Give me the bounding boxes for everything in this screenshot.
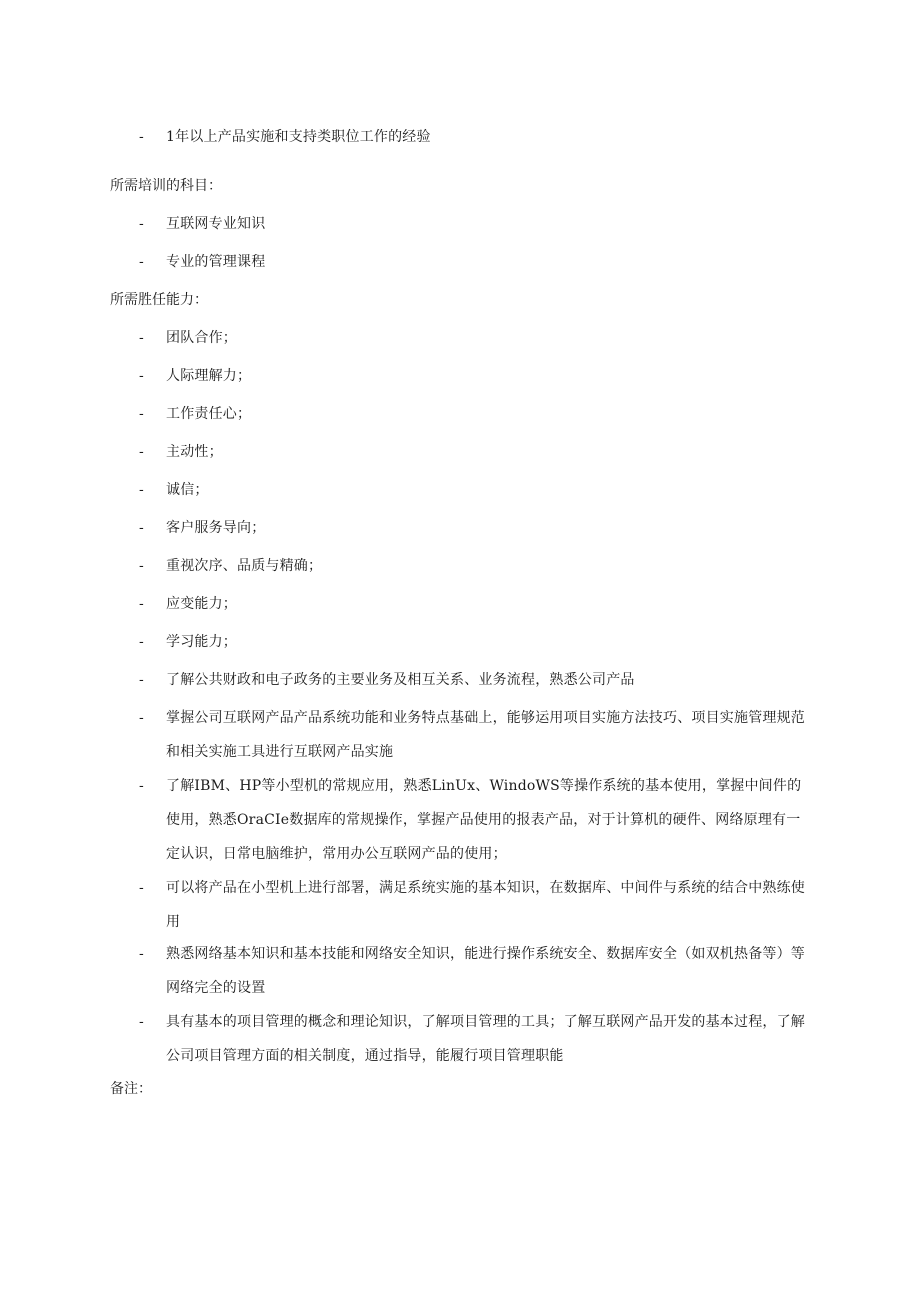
- list-dash: -: [139, 368, 144, 384]
- notes-heading: 备注：: [110, 1081, 152, 1097]
- list-item-text: 学习能力；: [166, 634, 237, 650]
- list-item-text: 了解IBM、HP等小型机的常规应用，熟悉LinUx、WindoWS等操作系统的基本使用，掌握中间件的使用，熟悉OraCIe数据库的常规操作，掌握产品使用的报表产品，对于计算机的硬件、网络原理有一定认识，日常电脑维护，常用办公互联网产品的使用；: [166, 778, 802, 862]
- list-item-text: 工作责任心；: [166, 406, 252, 422]
- list-dash: -: [139, 444, 144, 460]
- list-dash: -: [139, 216, 144, 232]
- list-item-text: 1年以上产品实施和支持类职位工作的经验: [166, 129, 431, 145]
- list-dash: -: [139, 880, 144, 896]
- list-dash: -: [139, 520, 144, 536]
- list-dash: -: [139, 672, 144, 688]
- training-heading: 所需培训的科目：: [110, 178, 222, 194]
- list-item-text: 客户服务导向；: [166, 520, 266, 536]
- list-item-text: 掌握公司互联网产品产品系统功能和业务特点基础上，能够运用项目实施方法技巧、项目实施管理规范和相关实施工具进行互联网产品实施: [166, 710, 805, 760]
- list-dash: -: [139, 710, 144, 726]
- list-dash: -: [139, 558, 144, 574]
- list-item-text: 重视次序、品质与精确；: [166, 558, 323, 574]
- list-item-text: 了解公共财政和电子政务的主要业务及相互关系、业务流程，熟悉公司产品: [166, 672, 635, 688]
- list-item-text: 专业的管理课程: [166, 254, 266, 270]
- list-item-text: 主动性；: [166, 444, 223, 460]
- list-item-text: 团队合作；: [166, 330, 237, 346]
- list-item-text: 具有基本的项目管理的概念和理论知识，了解项目管理的工具；了解互联网产品开发的基本过程，了解公司项目管理方面的相关制度，通过指导，能履行项目管理职能: [166, 1014, 805, 1064]
- list-item-text: 诚信；: [166, 482, 209, 498]
- list-dash: -: [139, 1014, 144, 1030]
- list-dash: -: [139, 946, 144, 962]
- list-dash: -: [139, 254, 144, 270]
- list-dash: -: [139, 778, 144, 794]
- list-item-text: 熟悉网络基本知识和基本技能和网络安全知识，能进行操作系统安全、数据库安全（如双机热备等）等网络完全的设置: [166, 946, 805, 996]
- list-item-text: 应变能力；: [166, 596, 237, 612]
- list-dash: -: [139, 129, 144, 145]
- competency-heading: 所需胜任能力：: [110, 292, 208, 308]
- list-dash: -: [139, 634, 144, 650]
- list-dash: -: [139, 482, 144, 498]
- list-dash: -: [139, 596, 144, 612]
- list-item-text: 互联网专业知识: [166, 216, 266, 232]
- list-item-text: 人际理解力；: [166, 368, 252, 384]
- list-dash: -: [139, 406, 144, 422]
- list-dash: -: [139, 330, 144, 346]
- list-item-text: 可以将产品在小型机上进行部署，满足系统实施的基本知识，在数据库、中间件与系统的结合中熟练使用: [166, 880, 805, 930]
